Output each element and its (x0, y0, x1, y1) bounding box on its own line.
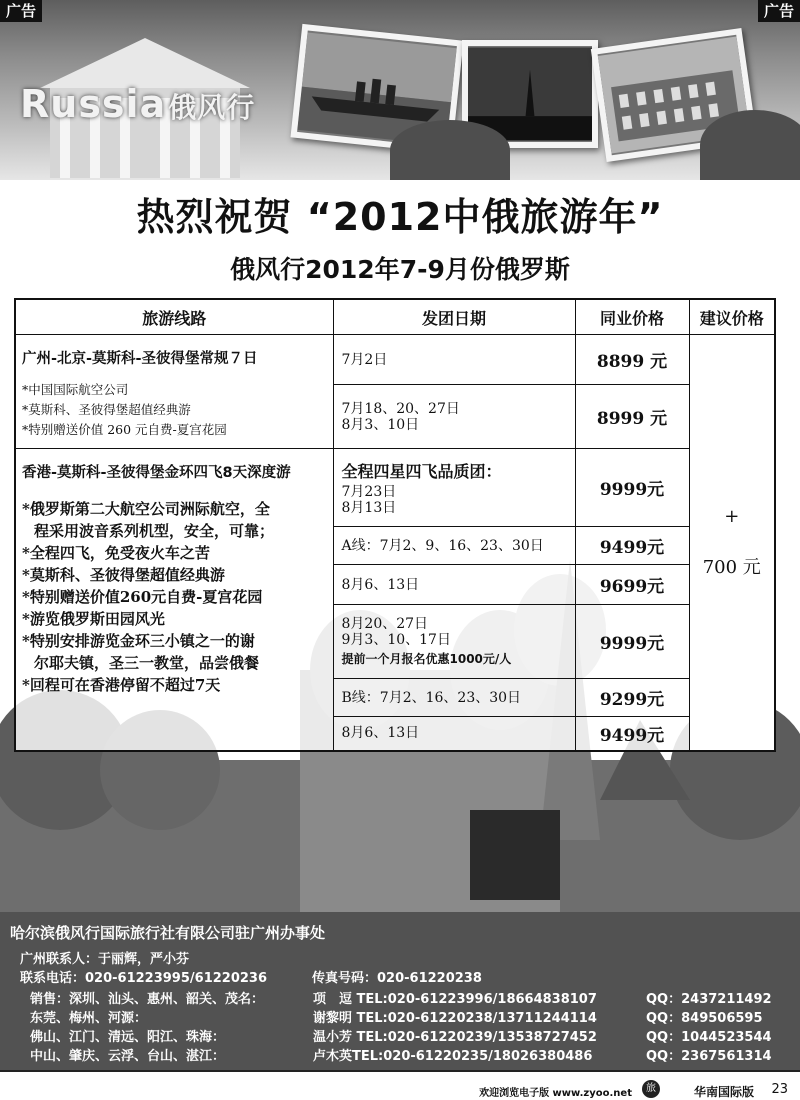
sales-qq: QQ：1044523544 (646, 1030, 772, 1045)
price-cell: 9999元 (575, 605, 689, 679)
date-cell (333, 605, 575, 679)
header-banner (0, 0, 800, 180)
journal-name: 华南国际版 (693, 1085, 754, 1099)
price-cell: 9499元 (575, 717, 689, 751)
date-text: 9月3、10、17日 (341, 632, 451, 648)
brand-cn: 俄风行 (168, 91, 256, 124)
header-route: 旅游线路 (15, 299, 333, 335)
sales-contact: 卢木英TEL:020-61220235/18026380486 (313, 1049, 593, 1064)
price-cell: 9699元 (575, 565, 689, 605)
route2-name: 香港-莫斯科-圣彼得堡金环四飞8天深度游 (22, 465, 291, 481)
fax-line: 传真号码：020-61220238 (312, 971, 482, 986)
sales-qq: QQ：849506595 (646, 1011, 763, 1026)
date-cell (333, 335, 575, 385)
date-text: 8月6、13日 (341, 725, 420, 742)
russia-logo (20, 82, 255, 126)
header-date: 发团日期 (333, 299, 575, 335)
promo-text: 提前一个月报名优惠1000元/人 (341, 652, 512, 666)
sales-region: 销售：深圳、汕头、惠州、韶关、茂名： (30, 992, 265, 1007)
route2-note: *回程可在香港停留不超过7天 (22, 676, 221, 694)
price-cell: 9999元 (575, 449, 689, 527)
website-tagline: 欢迎浏览电子版 www.zyoo.net (479, 1088, 632, 1099)
price-cell: 9299元 (575, 679, 689, 717)
date-text: 8月20、27日 (341, 616, 429, 632)
contact-footer (0, 912, 800, 1070)
sales-qq: QQ：2437211492 (646, 992, 772, 1007)
subheadline: 俄风行2012年7-9月份俄罗斯 (230, 255, 570, 284)
headline: 热烈祝贺 “2012中俄旅游年” (136, 195, 664, 239)
date-cell (333, 565, 575, 605)
contact-persons: 广州联系人：于丽辉，严小芬 (20, 952, 190, 967)
route2-note: 程采用波音系列机型，安全，可靠； (34, 522, 275, 540)
route1-note: *中国国际航空公司 (22, 382, 129, 397)
sales-qq: QQ：2367561314 (646, 1049, 772, 1064)
header-trade-price: 同业价格 (575, 299, 689, 335)
trees (700, 110, 800, 180)
table-row (15, 449, 775, 527)
date-cell (333, 679, 575, 717)
route2-note: *游览俄罗斯田园风光 (22, 610, 165, 628)
date-text: A线：7月2、9、16、23、30日 (341, 537, 544, 554)
date-text: 8月3、10日 (341, 416, 420, 433)
company-name: 哈尔滨俄风行国际旅行社有限公司驻广州办事处 (10, 924, 326, 942)
date-text: 7月18、20、27日 (341, 400, 460, 417)
date-cell (333, 449, 575, 527)
sales-region: 佛山、江门、清远、阳江、珠海： (30, 1030, 226, 1045)
date-text: 7月2日 (341, 351, 388, 368)
route1-note: *特别赠送价值 260 元自费-夏宫花园 (22, 422, 227, 437)
price-cell: 8999 元 (575, 385, 689, 449)
phone-line: 联系电话：020-61223995/61220236 (20, 971, 268, 986)
trees (390, 120, 510, 180)
brand-en: Russia (20, 82, 167, 126)
route2-cell (15, 449, 333, 751)
route1-note: *莫斯科、圣彼得堡超值经典游 (22, 402, 191, 417)
route2-note: *特别赠送价值260元自费-夏宫花园 (22, 588, 263, 606)
group-label: 全程四星四飞品质团： (341, 462, 502, 481)
plus-sign: + (724, 505, 740, 527)
table-header (15, 299, 775, 335)
table-row (15, 335, 775, 385)
route2-note: *莫斯科、圣彼得堡超值经典游 (22, 566, 225, 584)
sales-region: 中山、肇庆、云浮、台山、湛江： (30, 1049, 226, 1064)
price-table (14, 298, 776, 752)
route2-note: *全程四飞，免受夜火车之苦 (22, 544, 210, 562)
route2-note: 尔耶夫镇，圣三一教堂，品尝俄餐 (34, 654, 260, 672)
ad-tag-right: 广告 (758, 0, 800, 22)
route2-note: *特别安排游览金环三小镇之一的谢 (22, 632, 255, 650)
date-text: 8月13日 (341, 500, 397, 516)
ad-tag-left: 广告 (0, 0, 42, 22)
sales-contact: 谢黎明 TEL:020-61220238/13711244114 (313, 1011, 597, 1026)
date-text: 7月23日 (341, 484, 397, 500)
date-cell (333, 717, 575, 751)
date-cell (333, 385, 575, 449)
surcharge-amount: 700 元 (702, 556, 761, 578)
header-suggested-price: 建议价格 (689, 299, 775, 335)
page-footer (0, 1070, 800, 1100)
sales-region: 东莞、梅州、河源： (30, 1011, 148, 1026)
sales-contact: 项 逗 TEL:020-61223996/18664838107 (313, 992, 597, 1007)
date-cell (333, 527, 575, 565)
route1-name: 广州-北京-莫斯科-圣彼得堡常规７日 (22, 351, 258, 367)
route2-note: *俄罗斯第二大航空公司洲际航空，全 (22, 500, 270, 518)
page-number: 23 (771, 1082, 788, 1097)
journal-logo-icon: 旅 (642, 1080, 660, 1098)
price-cell: 8899 元 (575, 335, 689, 385)
sales-contact: 温小芳 TEL:020-61220239/13538727452 (313, 1030, 597, 1045)
date-text: B线：7月2、16、23、30日 (341, 689, 522, 706)
date-text: 8月6、13日 (341, 576, 420, 593)
route1-cell (15, 335, 333, 449)
price-cell: 9499元 (575, 527, 689, 565)
suggested-price-cell (689, 335, 775, 751)
